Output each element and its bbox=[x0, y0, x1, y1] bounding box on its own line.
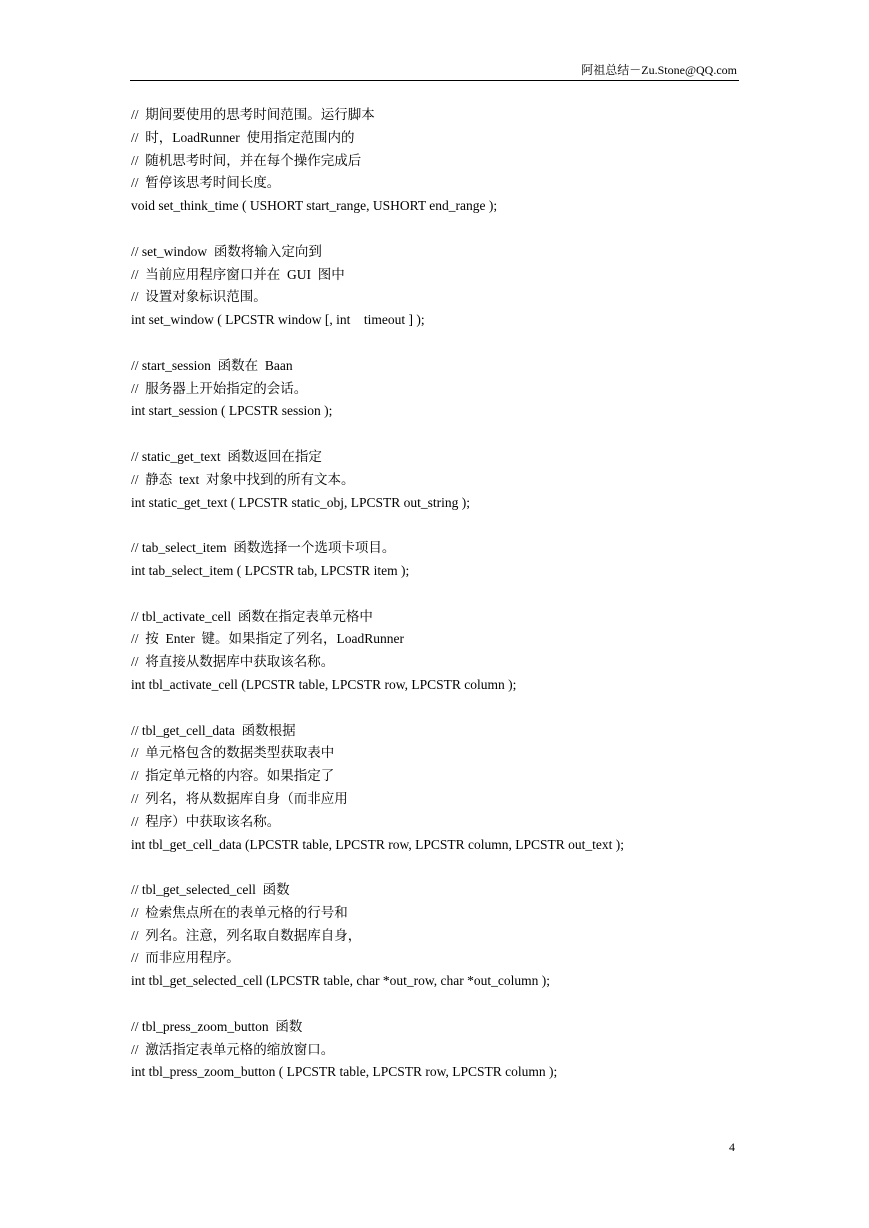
comment-line: // static_get_text 函数返回在指定 bbox=[131, 448, 322, 464]
comment-line: // 按 Enter 键。如果指定了列名，LoadRunner bbox=[131, 631, 404, 647]
code-block-tab-select-item bbox=[131, 537, 831, 583]
function-signature: int tbl_get_cell_data (LPCSTR table, LPCSTR row, LPCSTR column, LPCSTR out_text ); bbox=[131, 836, 624, 852]
comment-line: // 而非应用程序。 bbox=[131, 950, 240, 966]
code-block-tbl-press-zoom-button bbox=[131, 1016, 831, 1084]
comment-line: // 设置对象标识范围。 bbox=[131, 289, 267, 305]
comment-line: // start_session 函数在 Baan bbox=[131, 357, 293, 373]
code-block-start-session bbox=[131, 355, 831, 423]
comment-line: // 列名。注意，列名取自数据库自身， bbox=[131, 927, 362, 943]
code-block-tbl-activate-cell bbox=[131, 606, 831, 697]
code-block-set-think-time bbox=[131, 104, 831, 218]
document-body bbox=[131, 104, 831, 1107]
comment-line: // 随机思考时间，并在每个操作完成后 bbox=[131, 152, 362, 168]
function-signature: int static_get_text ( LPCSTR static_obj, LPCSTR out_string ); bbox=[131, 494, 470, 510]
function-signature: int tbl_get_selected_cell (LPCSTR table, char *out_row, char *out_column ); bbox=[131, 973, 551, 989]
code-block-tbl-get-selected-cell bbox=[131, 879, 831, 993]
comment-line: // 期间要使用的思考时间范围。运行脚本 bbox=[131, 107, 375, 122]
comment-line: // 检索焦点所在的表单元格的行号和 bbox=[131, 904, 348, 920]
comment-line: // 激活指定表单元格的缩放窗口。 bbox=[131, 1041, 335, 1057]
comment-line: // tbl_get_cell_data 函数根据 bbox=[131, 722, 296, 738]
comment-line: // 服务器上开始指定的会话。 bbox=[131, 380, 308, 396]
comment-line: // 将直接从数据库中获取该名称。 bbox=[131, 654, 335, 670]
comment-line: // 程序）中获取该名称。 bbox=[131, 813, 281, 829]
function-signature: int tbl_press_zoom_button ( LPCSTR table, LPCSTR row, LPCSTR column ); bbox=[131, 1064, 558, 1080]
code-block-tbl-get-cell-data bbox=[131, 720, 831, 857]
comment-line: // 静态 text 对象中找到的所有文本。 bbox=[131, 471, 355, 487]
function-signature: int start_session ( LPCSTR session ); bbox=[131, 403, 333, 419]
page-number: 4 bbox=[729, 1140, 735, 1154]
comment-line: // tbl_press_zoom_button 函数 bbox=[131, 1018, 303, 1034]
comment-line: // tbl_get_selected_cell 函数 bbox=[131, 882, 290, 898]
function-signature: int set_window ( LPCSTR window [, int timeout ] ); bbox=[131, 312, 425, 328]
comment-line: // 列名，将从数据库自身（而非应用 bbox=[131, 790, 348, 806]
comment-line: // 单元格包含的数据类型获取表中 bbox=[131, 745, 335, 761]
code-block-set-window bbox=[131, 241, 831, 332]
comment-line: // set_window 函数将输入定向到 bbox=[131, 243, 322, 259]
function-signature: int tab_select_item ( LPCSTR tab, LPCSTR item ); bbox=[131, 562, 410, 578]
page-header bbox=[130, 62, 739, 81]
code-block-static-get-text bbox=[131, 446, 831, 514]
comment-line: // 指定单元格的内容。如果指定了 bbox=[131, 768, 335, 784]
header-text: 阿祖总结－Zu.Stone@QQ.com bbox=[581, 63, 737, 77]
comment-line: // 暂停该思考时间长度。 bbox=[131, 175, 281, 191]
comment-line: // tbl_activate_cell 函数在指定表单元格中 bbox=[131, 608, 373, 624]
comment-line: // tab_select_item 函数选择一个选项卡项目。 bbox=[131, 540, 396, 556]
comment-line: // 时，LoadRunner 使用指定范围内的 bbox=[131, 129, 355, 145]
comment-line: // 当前应用程序窗口并在 GUI 图中 bbox=[131, 266, 345, 282]
function-signature: void set_think_time ( USHORT start_range, USHORT end_range ); bbox=[131, 198, 498, 214]
function-signature: int tbl_activate_cell (LPCSTR table, LPCSTR row, LPCSTR column ); bbox=[131, 676, 517, 692]
